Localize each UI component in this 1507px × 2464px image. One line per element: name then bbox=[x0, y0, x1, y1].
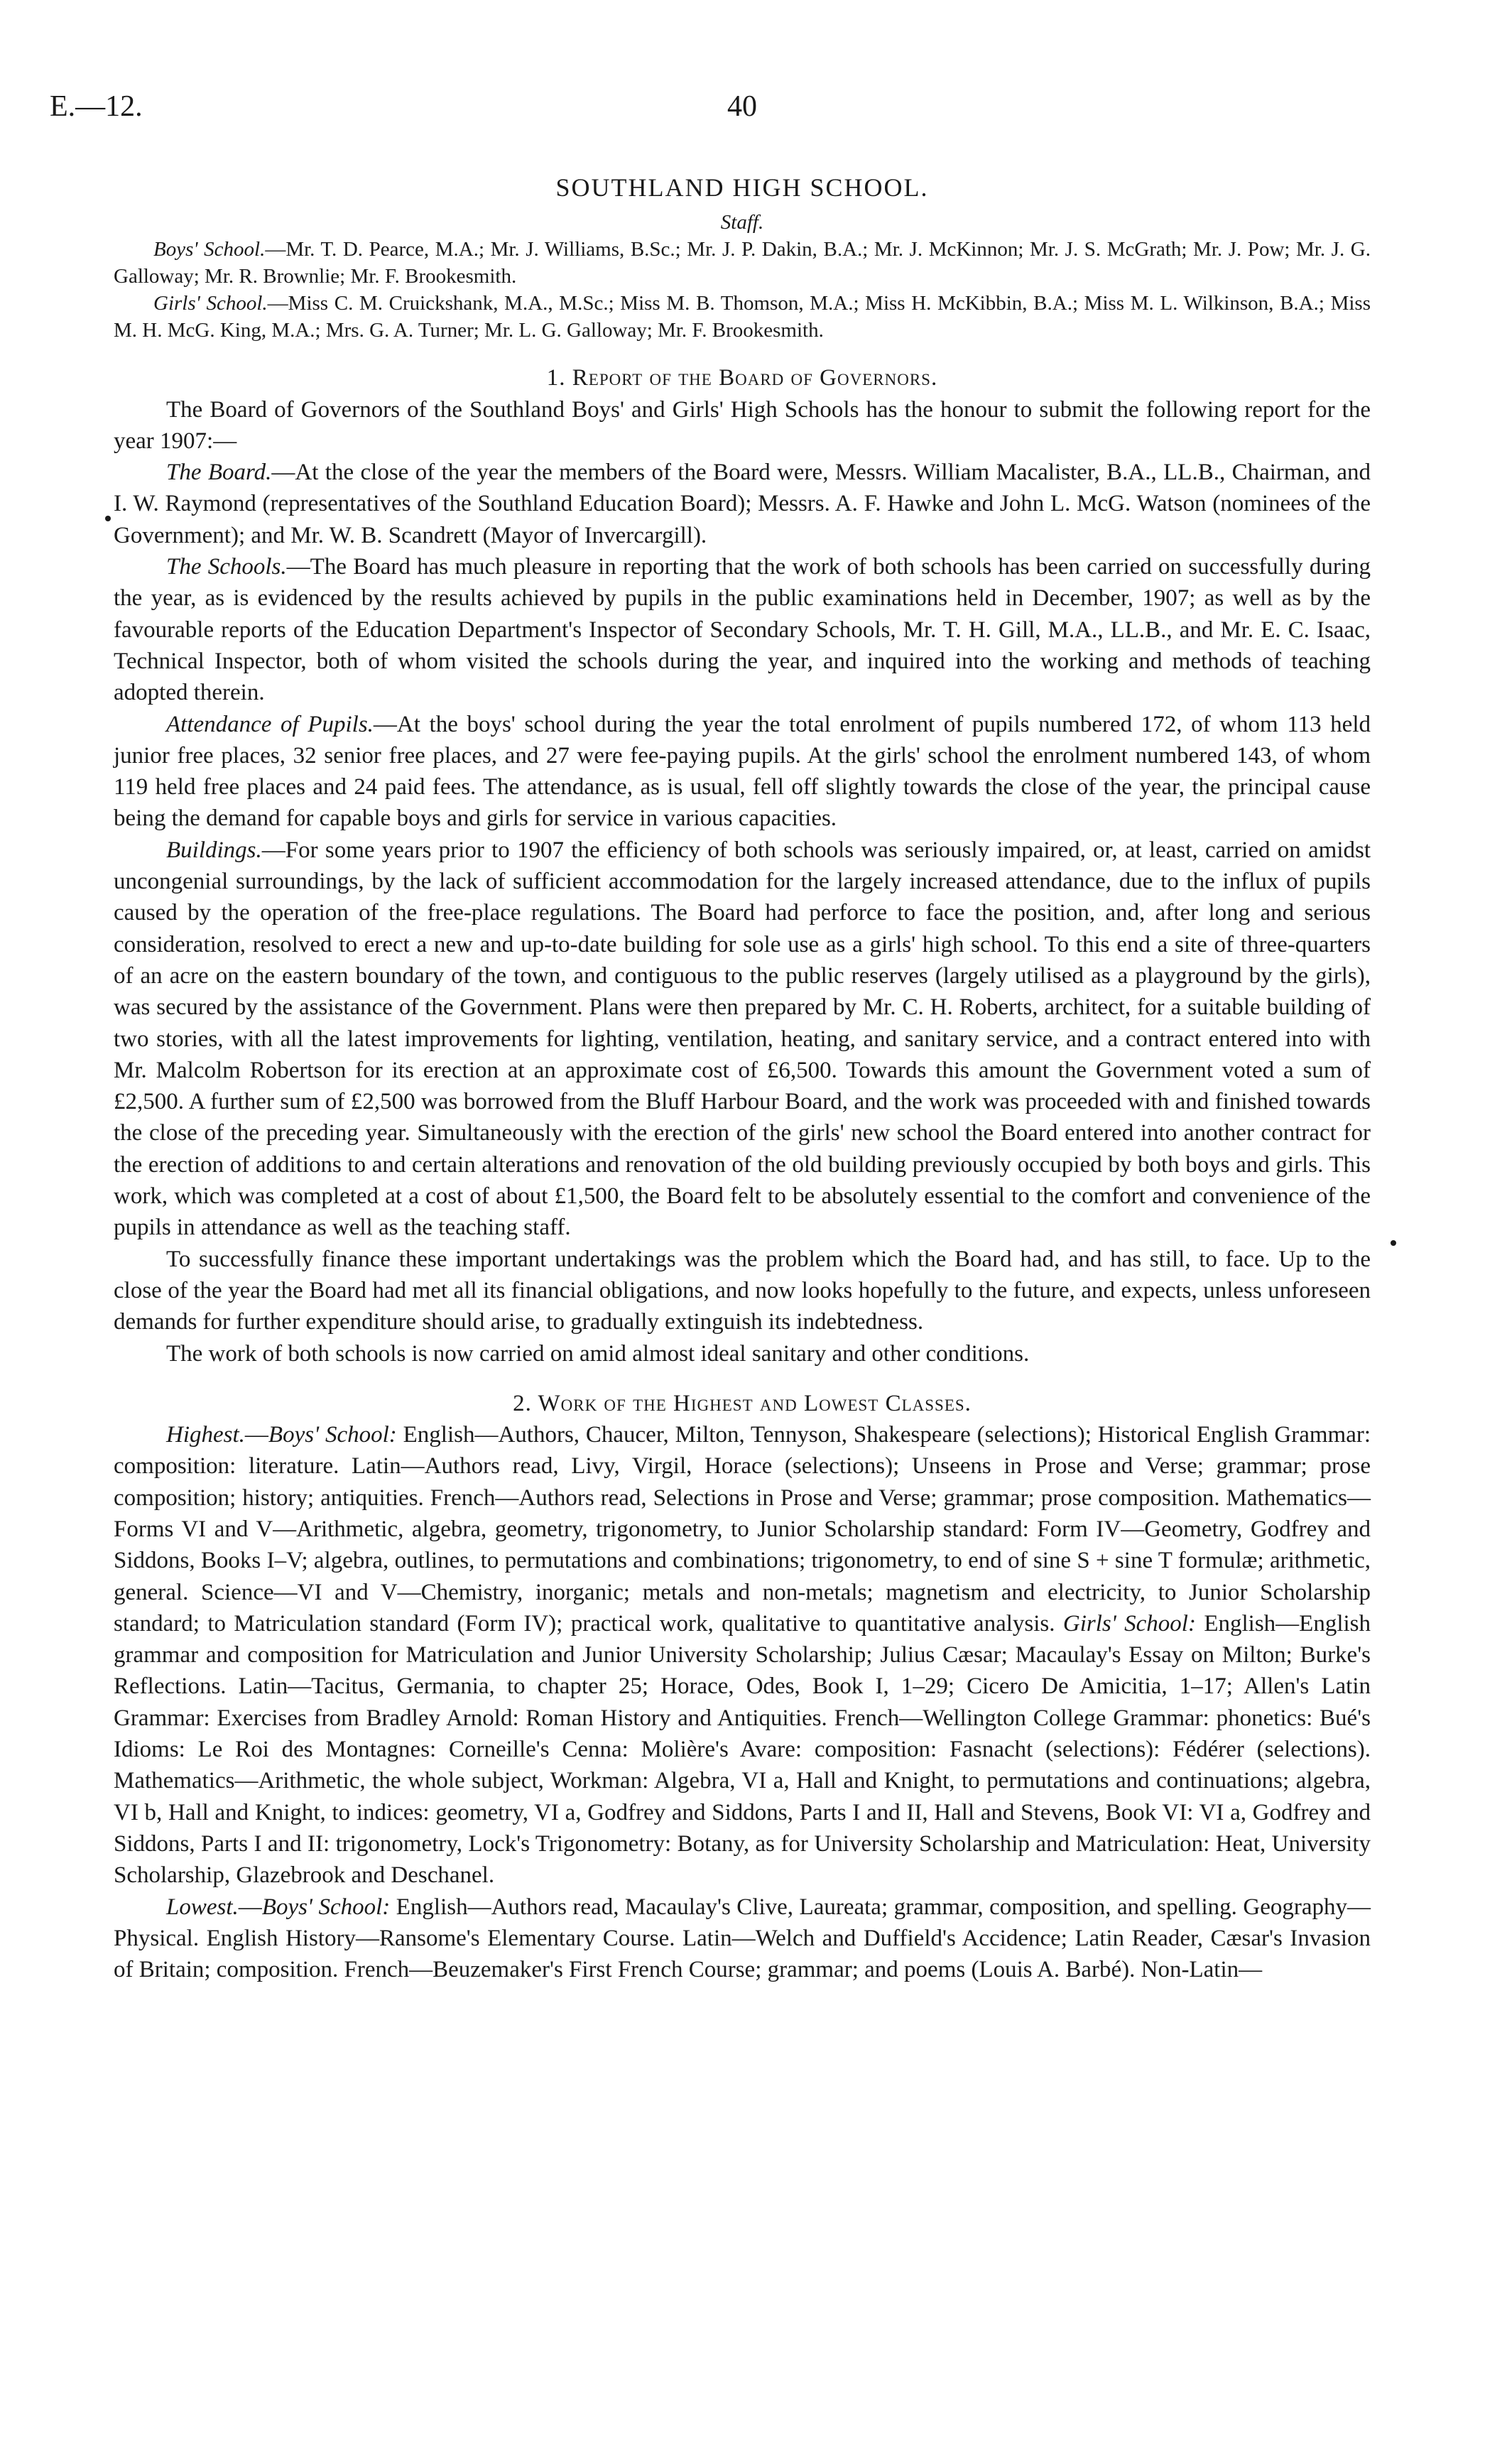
paragraph-board: The Board.—At the close of the year the members of the Board were, Messrs. William Macalister, B.A., LL.B., Chairman, and I. W. Raymond (representatives of the Southland Education Board); Messrs. A. F. Hawke and John L. McG. Watson (nominees of the Government); and Mr. W. B. Scandrett (Mayor of Invercargill). bbox=[114, 460, 1371, 548]
margin-mark bbox=[1391, 1240, 1396, 1246]
staff-heading: Staff. bbox=[720, 211, 764, 234]
boys-school-label: Boys' School. bbox=[153, 238, 266, 261]
board-report-paragraphs bbox=[114, 457, 1371, 1369]
girls-staff-list: —Miss C. M. Cruickshank, M.A., M.Sc.; Miss M. B. Thomson, M.A.; Miss H. McKibbin, B.A.; Miss M. L. Wilkinson, B.A.; Miss M. H. McG. King, M.A.; Mrs. G. A. Turner; Mr. L. G. Galloway; Mr. F. Brookesmith. bbox=[114, 292, 1371, 342]
paragraph-conditions: The work of both schools is now carried on amid almost ideal sanitary and other conditions. bbox=[166, 1340, 1030, 1367]
paragraph-label: The Board. bbox=[166, 460, 272, 486]
girls-school-label: Girls' School. bbox=[153, 292, 268, 315]
report-code: E.—12. bbox=[50, 90, 143, 123]
boys-staff bbox=[114, 236, 1371, 290]
highest-boys-label: Boys' School: bbox=[268, 1422, 397, 1448]
lowest-boys-label: Boys' School: bbox=[261, 1894, 391, 1920]
page-title: SOUTHLAND HIGH SCHOOL. bbox=[555, 173, 929, 202]
paragraph-attendance: Attendance of Pupils.—At the boys' school during the year the total enrolment of pupils numbered 172, of whom 113 held junior free places, 32 senior free places, and 27 were fee-paying pupils. At the girls' school the enrolment numbered 143, of whom 119 held free places and 24 paid fees. The attendance, as is usual, fell off slightly towards the close of the year, the principal cause being the demand for capable boys and girls for service in various capacities. bbox=[114, 711, 1371, 832]
paragraph-label: The Schools. bbox=[166, 554, 287, 580]
board-intro: The Board of Governors of the Southland Boys' and Girls' High Schools has the honour to submit the following report for the year 1907:— bbox=[114, 396, 1371, 454]
paragraph-finance: To successfully finance these important undertakings was the problem which the Board had, and has still, to face. Up to the close of the year the Board had met all its financial obligations, and now looks hopefully to the future, and expects, unless unforeseen demands for further expenditure should arise, to gradually extinguish its indebtedness. bbox=[114, 1246, 1371, 1335]
section-heading-board-report: 1. Report of the Board of Governors. bbox=[546, 365, 938, 391]
document-body bbox=[114, 172, 1371, 1985]
lowest-boys-text: English—Authors read, Macaulay's Clive, Laureata; grammar, composition, and spelling. Geography—Physical. English History—Ransome's Elementary Course. Latin—Welch and Duffield's Accidence; Latin Reader, Cæsar's Invasion of Britain; composition. French—Beuzemaker's First French Course; grammar; and poems (Louis A. Barbé). Non-Latin— bbox=[114, 1894, 1371, 1983]
highest-girls-label: Girls' School: bbox=[1062, 1610, 1196, 1637]
paragraph-schools: The Schools.—The Board has much pleasure in reporting that the work of both schools has been carried on successfully during the year, as is evidenced by the results achieved by pupils in the public examinations held in December, 1907; as well as by the favourable reports of the Education Department's Inspector of Secondary Schools, Mr. T. H. Gill, M.A., LL.B., and Mr. E. C. Isaac, Technical Inspector, both of whom visited the schools during the year, and inquired into the working and methods of teaching adopted therein. bbox=[114, 554, 1371, 706]
paragraph-label: Attendance of Pupils. bbox=[166, 711, 374, 737]
girls-staff bbox=[114, 290, 1371, 344]
staff-section bbox=[114, 209, 1371, 344]
page-number: 40 bbox=[727, 90, 757, 123]
paragraph-buildings: Buildings.—For some years prior to 1907 the efficiency of both schools was seriously impaired, or, at least, carried on amidst uncongenial surroundings, by the lack of sufficient accommodation for the largely increased attendance, due to the influx of pupils caused by the operation of the free-place regulations. The Board had perforce to face the position, and, after long and serious consideration, resolved to erect a new and up-to-date building for sole use as a girls' high school. To this end a site of three-quarters of an acre on the eastern boundary of the town, and contiguous to the public reserves (largely utilised as a playground by the girls), was secured by the assistance of the Government. Plans were then prepared by Mr. C. H. Roberts, architect, for a suitable building of two stories, with all the latest improvements for lighting, ventilation, heating, and sanitary service, and a contract entered into with Mr. Malcolm Robertson for its erection at an approximate cost of £6,500. Towards this amount the Government voted a sum of £2,500. A further sum of £2,500 was borrowed from the Bluff Harbour Board, and the work was proceeded with and finished towards the close of the preceding year. Simultaneously with the erection of the girls' new school the Board entered into another contract for the erection of additions to and certain alterations and renovation of the old building previously occupied by both boys and girls. This work, which was completed at a cost of about £1,500, the Board felt to be absolutely essential to the comfort and convenience of the pupils in attendance as well as the teaching staff. bbox=[114, 837, 1371, 1241]
highest-girls-text: English—English grammar and composition for Matriculation and Junior University Scholarship; Julius Cæsar; Macaulay's Essay on Milton; Burke's Reflections. Latin—Tacitus, Germania, to chapter 25; Horace, Odes, Book I, 1–29; Cicero De Amicitia, 1–17; Allen's Latin Grammar: Exercises from Bradley Arnold: Roman History and Antiquities. French—Wellington College Grammar: phonetics: Bué's Idioms: Le Roi des Montagnes: Corneille's Cenna: Molière's Avare: composition: Fasnacht (selections): Fédérer (selections). Mathematics—Arithmetic, the whole subject, Workman: Algebra, VI a, Hall and Knight, to permutations and continuations; algebra, VI b, Hall and Knight, to indices: geometry, VI a, Godfrey and Siddons, Parts I and II, Hall and Stevens, Book VI: VI a, Godfrey and Siddons, Parts I and II: trigonometry, Lock's Trigonometry: Botany, as for University Scholarship and Matriculation: Heat, University Scholarship, Glazebrook and Deschanel. bbox=[114, 1610, 1371, 1889]
boys-staff-list: —Mr. T. D. Pearce, M.A.; Mr. J. Williams, B.Sc.; Mr. J. P. Dakin, B.A.; Mr. J. McKinnon; Mr. J. S. McGrath; Mr. J. Pow; Mr. J. G. Galloway; Mr. R. Brownlie; Mr. F. Brookesmith. bbox=[114, 238, 1371, 288]
lowest-classes: Lowest.—Boys' School: English—Authors read, Macaulay's Clive, Laureata; grammar, composition, and spelling. Geography—Physical. English History—Ransome's Elementary Course. Latin—Welch and Duffield's Accidence; Latin Reader, Cæsar's Invasion of Britain; composition. French—Beuzemaker's First French Course; grammar; and poems (Louis A. Barbé). Non-Latin— bbox=[114, 1894, 1371, 1983]
highest-label: Highest. bbox=[166, 1422, 245, 1448]
section-heading-classes: 2. Work of the Highest and Lowest Classes. bbox=[513, 1390, 972, 1416]
lowest-label: Lowest. bbox=[166, 1894, 239, 1920]
highest-boys-text: English—Authors, Chaucer, Milton, Tennyson, Shakespeare (selections); Historical English Grammar: composition: literature. Latin—Authors read, Livy, Virgil, Horace (selections); Unseens in Prose and Verse; grammar; prose composition; history; antiquities. French—Authors read, Selections in Prose and Verse; grammar; prose composition. Mathematics—Forms VI and V—Arithmetic, algebra, geometry, trigonometry, to Junior Scholarship standard: Form IV—Geometry, Godfrey and Siddons, Books I–V; algebra, outlines, to permutations and combinations; trigonometry, to end of sine S + sine T formulæ; arithmetic, general. Science—VI and V—Chemistry, inorganic; metals and non-metals; magnetism and electricity, to Junior Scholarship standard; to Matriculation standard (Form IV); practical work, qualitative to quantitative analysis. bbox=[114, 1422, 1371, 1637]
paragraph-label: Buildings. bbox=[166, 837, 262, 863]
margin-mark bbox=[105, 516, 111, 521]
highest-classes: Highest.—Boys' School: English—Authors, Chaucer, Milton, Tennyson, Shakespeare (selections); Historical English Grammar: composition: literature. Latin—Authors read, Livy, Virgil, Horace (selections); Unseens in Prose and Verse; grammar; prose composition; history; antiquities. French—Authors read, Selections in Prose and Verse; grammar; prose composition. Mathematics—Forms VI and V—Arithmetic, algebra, geometry, trigonometry, to Junior Scholarship standard: Form IV—Geometry, Godfrey and Siddons, Books I–V; algebra, outlines, to permutations and combinations; trigonometry, to end of sine S + sine T formulæ; arithmetic, general. Science—VI and V—Chemistry, inorganic; metals and non-metals; magnetism and electricity, to Junior Scholarship standard; to Matriculation standard (Form IV); practical work, qualitative to quantitative analysis. Girls' School: English—English grammar and composition for Matriculation and Junior University Scholarship; Julius Cæsar; Macaulay's Essay on Milton; Burke's Reflections. Latin—Tacitus, Germania, to chapter 25; Horace, Odes, Book I, 1–29; Cicero De Amicitia, 1–17; Allen's Latin Grammar: Exercises from Bradley Arnold: Roman History and Antiquities. French—Wellington College Grammar: phonetics: Bué's Idioms: Le Roi des Montagnes: Corneille's Cenna: Molière's Avare: composition: Fasnacht (selections): Fédérer (selections). Mathematics—Arithmetic, the whole subject, Workman: Algebra, VI a, Hall and Knight, to permutations and continuations; algebra, VI b, Hall and Knight, to indices: geometry, VI a, Godfrey and Siddons, Parts I and II, Hall and Stevens, Book VI: VI a, Godfrey and Siddons, Parts I and II: trigonometry, Lock's Trigonometry: Botany, as for University Scholarship and Matriculation: Heat, University Scholarship, Glazebrook and Deschanel. bbox=[114, 1422, 1371, 1889]
